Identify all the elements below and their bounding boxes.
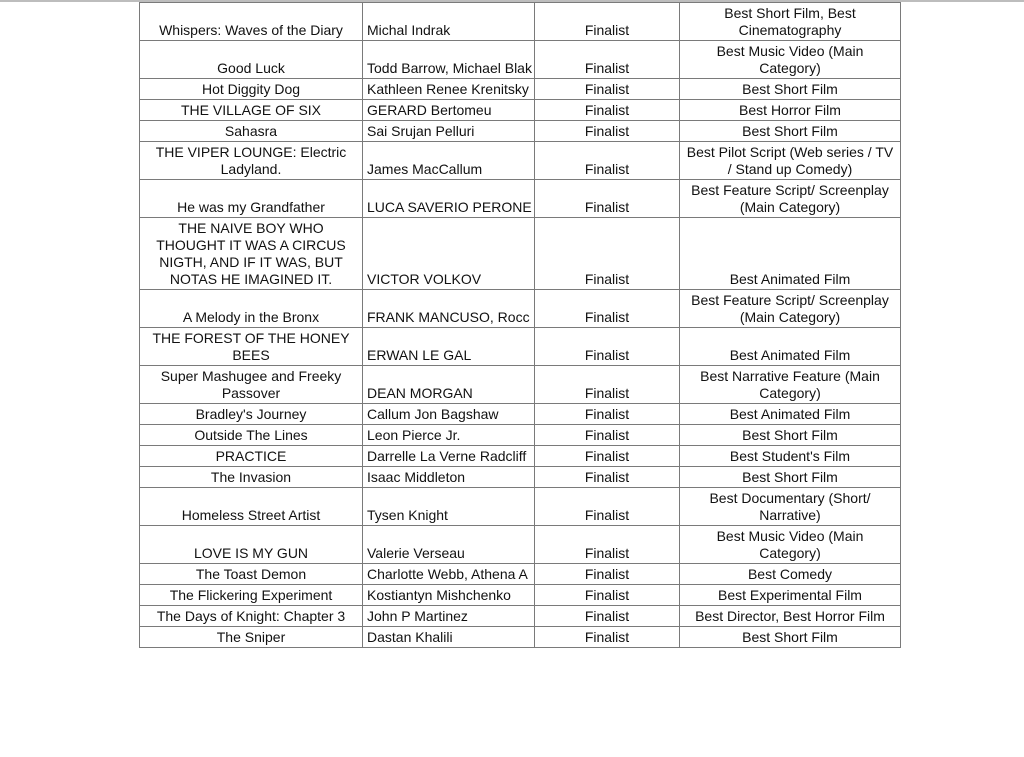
- submitter-name-cell: VICTOR VOLKOV: [363, 218, 535, 290]
- category-cell: Best Short Film: [680, 425, 901, 446]
- status-cell: Finalist: [535, 218, 680, 290]
- status-cell: Finalist: [535, 121, 680, 142]
- film-title-cell: The Days of Knight: Chapter 3: [140, 606, 363, 627]
- table-row: [140, 404, 901, 425]
- status-cell: Finalist: [535, 100, 680, 121]
- table-row: [140, 564, 901, 585]
- category-cell: Best Animated Film: [680, 218, 901, 290]
- film-title-cell: LOVE IS MY GUN: [140, 526, 363, 564]
- status-cell: Finalist: [535, 467, 680, 488]
- category-cell: Best Pilot Script (Web series / TV / Stand up Comedy): [680, 142, 901, 180]
- film-title-cell: PRACTICE: [140, 446, 363, 467]
- submitter-name-cell: Callum Jon Bagshaw: [363, 404, 535, 425]
- category-cell: Best Short Film, Best Cinematography: [680, 3, 901, 41]
- table-row: [140, 446, 901, 467]
- submitter-name-cell: DEAN MORGAN: [363, 366, 535, 404]
- submitter-name-cell: Todd Barrow, Michael Blak: [363, 41, 535, 79]
- category-cell: Best Feature Script/ Screenplay (Main Category): [680, 290, 901, 328]
- film-title-cell: Sahasra: [140, 121, 363, 142]
- submitter-name-cell: James MacCallum: [363, 142, 535, 180]
- status-cell: Finalist: [535, 328, 680, 366]
- submitter-name-cell: Tysen Knight: [363, 488, 535, 526]
- category-cell: Best Short Film: [680, 79, 901, 100]
- category-cell: Best Documentary (Short/ Narrative): [680, 488, 901, 526]
- film-title-cell: He was my Grandfather: [140, 180, 363, 218]
- film-title-cell: The Invasion: [140, 467, 363, 488]
- table-row: [140, 100, 901, 121]
- status-cell: Finalist: [535, 290, 680, 328]
- category-cell: Best Short Film: [680, 627, 901, 648]
- category-cell: Best Director, Best Horror Film: [680, 606, 901, 627]
- status-cell: Finalist: [535, 627, 680, 648]
- film-title-cell: The Sniper: [140, 627, 363, 648]
- category-cell: Best Music Video (Main Category): [680, 41, 901, 79]
- table-row: [140, 180, 901, 218]
- submitter-name-cell: GERARD Bertomeu: [363, 100, 535, 121]
- film-title-cell: Good Luck: [140, 41, 363, 79]
- status-cell: Finalist: [535, 41, 680, 79]
- category-cell: Best Feature Script/ Screenplay (Main Category): [680, 180, 901, 218]
- category-cell: Best Student's Film: [680, 446, 901, 467]
- film-title-cell: Whispers: Waves of the Diary: [140, 3, 363, 41]
- status-cell: Finalist: [535, 585, 680, 606]
- film-title-cell: THE FOREST OF THE HONEY BEES: [140, 328, 363, 366]
- category-cell: Best Comedy: [680, 564, 901, 585]
- submitter-name-cell: Leon Pierce Jr.: [363, 425, 535, 446]
- table-row: [140, 328, 901, 366]
- category-cell: Best Music Video (Main Category): [680, 526, 901, 564]
- category-cell: Best Animated Film: [680, 404, 901, 425]
- status-cell: Finalist: [535, 142, 680, 180]
- table-row: [140, 425, 901, 446]
- film-title-cell: Bradley's Journey: [140, 404, 363, 425]
- status-cell: Finalist: [535, 366, 680, 404]
- submitter-name-cell: Darrelle La Verne Radcliff: [363, 446, 535, 467]
- submitter-name-cell: Sai Srujan Pelluri: [363, 121, 535, 142]
- film-title-cell: Homeless Street Artist: [140, 488, 363, 526]
- table-row: [140, 488, 901, 526]
- film-title-cell: The Flickering Experiment: [140, 585, 363, 606]
- table-row: [140, 218, 901, 290]
- film-title-cell: THE VILLAGE OF SIX: [140, 100, 363, 121]
- film-title-cell: The Toast Demon: [140, 564, 363, 585]
- submitter-name-cell: Dastan Khalili: [363, 627, 535, 648]
- table-row: [140, 366, 901, 404]
- finalists-table: [139, 2, 901, 648]
- status-cell: Finalist: [535, 526, 680, 564]
- status-cell: Finalist: [535, 3, 680, 41]
- submitter-name-cell: Michal Indrak: [363, 3, 535, 41]
- film-title-cell: A Melody in the Bronx: [140, 290, 363, 328]
- submitter-name-cell: LUCA SAVERIO PERONE: [363, 180, 535, 218]
- submitter-name-cell: Kathleen Renee Krenitsky: [363, 79, 535, 100]
- submitter-name-cell: FRANK MANCUSO, Rocc: [363, 290, 535, 328]
- table-row: [140, 290, 901, 328]
- table-row: [140, 467, 901, 488]
- category-cell: Best Horror Film: [680, 100, 901, 121]
- submitter-name-cell: Charlotte Webb, Athena A: [363, 564, 535, 585]
- status-cell: Finalist: [535, 606, 680, 627]
- table-row: [140, 41, 901, 79]
- status-cell: Finalist: [535, 425, 680, 446]
- film-title-cell: Hot Diggity Dog: [140, 79, 363, 100]
- table-row: [140, 3, 901, 41]
- status-cell: Finalist: [535, 564, 680, 585]
- table-row: [140, 121, 901, 142]
- status-cell: Finalist: [535, 404, 680, 425]
- table-row: [140, 79, 901, 100]
- category-cell: Best Animated Film: [680, 328, 901, 366]
- submitter-name-cell: John P Martinez: [363, 606, 535, 627]
- submitter-name-cell: ERWAN LE GAL: [363, 328, 535, 366]
- status-cell: Finalist: [535, 79, 680, 100]
- table-row: [140, 526, 901, 564]
- category-cell: Best Short Film: [680, 121, 901, 142]
- table-row: [140, 606, 901, 627]
- status-cell: Finalist: [535, 488, 680, 526]
- table-row: [140, 142, 901, 180]
- category-cell: Best Experimental Film: [680, 585, 901, 606]
- film-title-cell: THE NAIVE BOY WHO THOUGHT IT WAS A CIRCUS NIGTH, AND IF IT WAS, BUT NOTAS HE IMAGINED IT.: [140, 218, 363, 290]
- category-cell: Best Short Film: [680, 467, 901, 488]
- table-row: [140, 627, 901, 648]
- submitter-name-cell: Valerie Verseau: [363, 526, 535, 564]
- film-title-cell: Outside The Lines: [140, 425, 363, 446]
- submitter-name-cell: Kostiantyn Mishchenko: [363, 585, 535, 606]
- status-cell: Finalist: [535, 446, 680, 467]
- category-cell: Best Narrative Feature (Main Category): [680, 366, 901, 404]
- film-title-cell: THE VIPER LOUNGE: Electric Ladyland.: [140, 142, 363, 180]
- table-row: [140, 585, 901, 606]
- submitter-name-cell: Isaac Middleton: [363, 467, 535, 488]
- film-title-cell: Super Mashugee and Freeky Passover: [140, 366, 363, 404]
- status-cell: Finalist: [535, 180, 680, 218]
